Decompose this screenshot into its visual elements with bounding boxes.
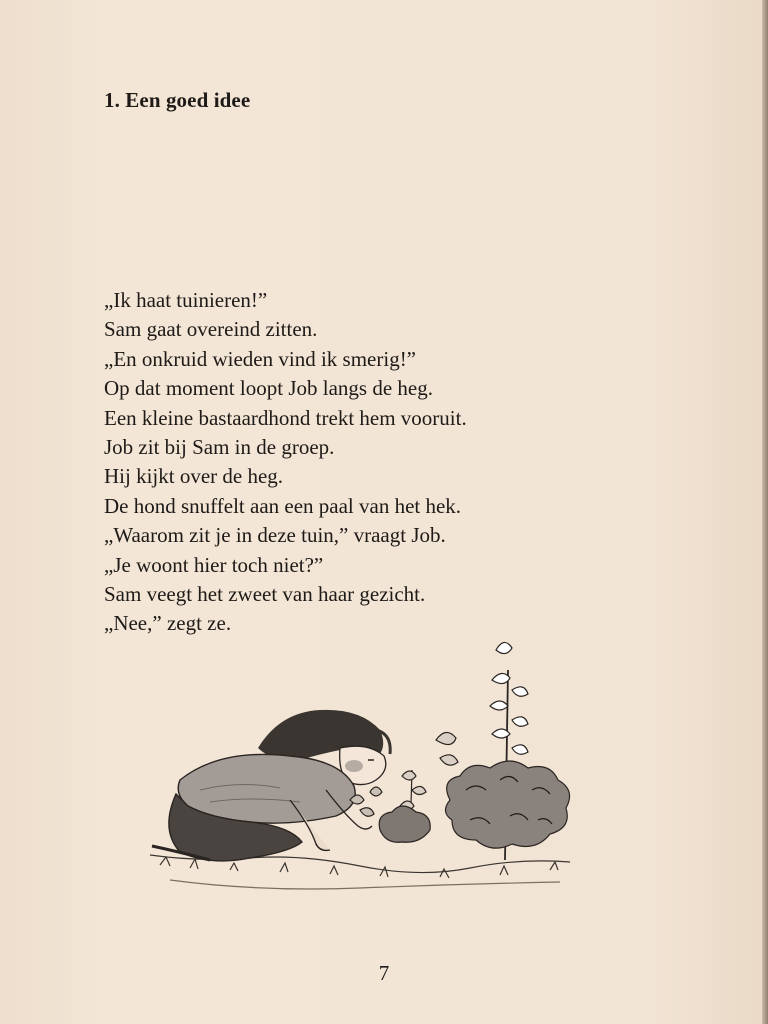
girl-weeding-garden-illustration [140,630,590,910]
story-line: „Ik haat tuinieren!” [104,288,268,312]
page-edge [762,0,768,1024]
story-line: „Nee,” zegt ze. [104,611,232,636]
story-line: Job zit bij Sam in de groep. [104,435,335,460]
story-line: De hond snuffelt aan een paal van het hek. [104,493,462,518]
chapter-title: 1. Een goed idee [104,88,251,112]
story-line: „Je woont hier toch niet?” [104,552,324,577]
story-line: Op dat moment loopt Job langs de heg. [104,376,433,401]
story-line: „En onkruid wieden vind ik smerig!” [104,346,417,371]
flowering-plant-icon [445,642,569,860]
story-line: „Waarom zit je in deze tuin,” vraagt Job. [104,523,446,548]
story-text [104,286,704,639]
girl-figure-icon [152,710,390,861]
page-number: 7 [378,961,390,985]
story-line: Sam gaat overeind zitten. [104,317,318,342]
story-line: Sam veegt het zweet van haar gezicht. [104,582,426,607]
story-line: Hij kijkt over de heg. [104,464,284,489]
story-line: Een kleine bastaardhond trekt hem vooruit. [104,405,467,430]
